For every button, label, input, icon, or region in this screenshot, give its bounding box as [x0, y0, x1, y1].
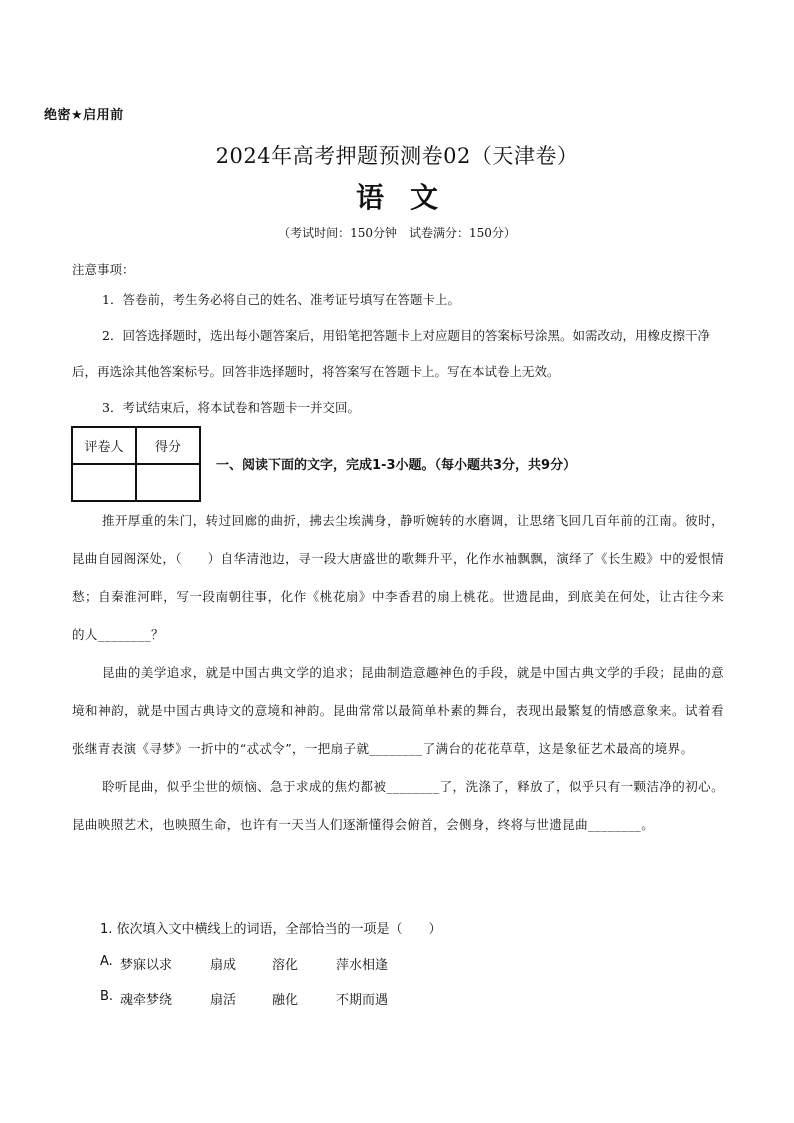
option-word: 溶化: [272, 958, 299, 973]
option-word: 融化: [272, 993, 299, 1008]
option-word: 扇活: [210, 993, 237, 1008]
option-word: 扇成: [210, 958, 237, 973]
question-stem: 1. 依次填入文中横线上的词语，全部恰当的一项是（ ）: [100, 922, 442, 937]
score-blank-cell: [136, 464, 200, 501]
option-word: 梦寐以求: [120, 958, 173, 973]
option-row: [100, 954, 388, 973]
passage: [72, 502, 724, 844]
grader-blank-cell: [72, 464, 136, 501]
notice-item: 1．答卷前，考生务必将自己的姓名、准考证号填写在答题卡上。: [102, 292, 460, 307]
notice-item: 2．回答选择题时，选出每小题答案后，用铅笔把答题卡上对应题目的答案标号涂黑。如需改动，用橡皮擦干净后，再选涂其他答案标号。回答非选择题时，将答案写在答题卡上。写在本试卷上无效。: [72, 328, 710, 379]
subject-title: 语文: [355, 181, 464, 214]
notice-title: 注意事项：: [72, 262, 135, 277]
option-word: 不期而遇: [336, 993, 389, 1008]
option-letter: B.: [100, 989, 114, 1004]
passage-paragraph: 聆听昆曲，似乎尘世的烦恼、急于求成的焦灼都被________了，洗涤了，释放了，似乎只有一颗洁净的初心。昆曲映照艺术，也映照生命，也许有一天当人们逐渐懂得会俯首，会侧身，终将与世遗昆曲________。: [72, 779, 724, 832]
section-heading: 一、阅读下面的文字，完成1-3小题。（每小题共3分，共9分）: [216, 458, 577, 473]
score-header-cell: 得分: [136, 427, 200, 464]
score-table: [71, 426, 201, 502]
passage-paragraph: 昆曲的美学追求，就是中国古典文学的追求；昆曲制造意趣神色的手段，就是中国古典文学的手段；昆曲的意境和神韵，就是中国古典诗文的意境和神韵。昆曲常常以最简单朴素的舞台，表现出最繁复的情感意象来。试着看张继青表演《寻梦》一折中的“忒忒令”，一把扇子就________了满台的花花草草，这是象征艺术最高的境界。: [72, 665, 724, 756]
option-row: [100, 989, 388, 1008]
passage-paragraph: 推开厚重的朱门，转过回廊的曲折，拂去尘埃满身，静听婉转的水磨调，让思绪飞回几百年前的江南。彼时，昆曲自园阁深处，（ ）自华清池边，寻一段大唐盛世的歌舞升平，化作水袖飘飘，演绎了《长生殿》中的爱恨情愁；自秦淮河畔，写一段南朝往事，化作《桃花扇》中李香君的扇上桃花。世遗昆曲，到底美在何处，让古往今来的人________？: [72, 513, 724, 642]
exam-time-score-info: （考试时间：150分钟 试卷满分：150分）: [278, 226, 516, 240]
option-letter: A.: [100, 954, 113, 969]
notice-list: [72, 282, 722, 426]
notice-item: 3．考试结束后，将本试卷和答题卡一并交回。: [102, 400, 360, 415]
option-word: 萍水相逢: [336, 958, 389, 973]
confidential-label: 绝密★启用前: [44, 108, 124, 123]
option-word: 魂牵梦绕: [120, 993, 173, 1008]
exam-title: 2024年高考押题预测卷02（天津卷）: [215, 144, 579, 168]
grader-header-cell: 评卷人: [72, 427, 136, 464]
